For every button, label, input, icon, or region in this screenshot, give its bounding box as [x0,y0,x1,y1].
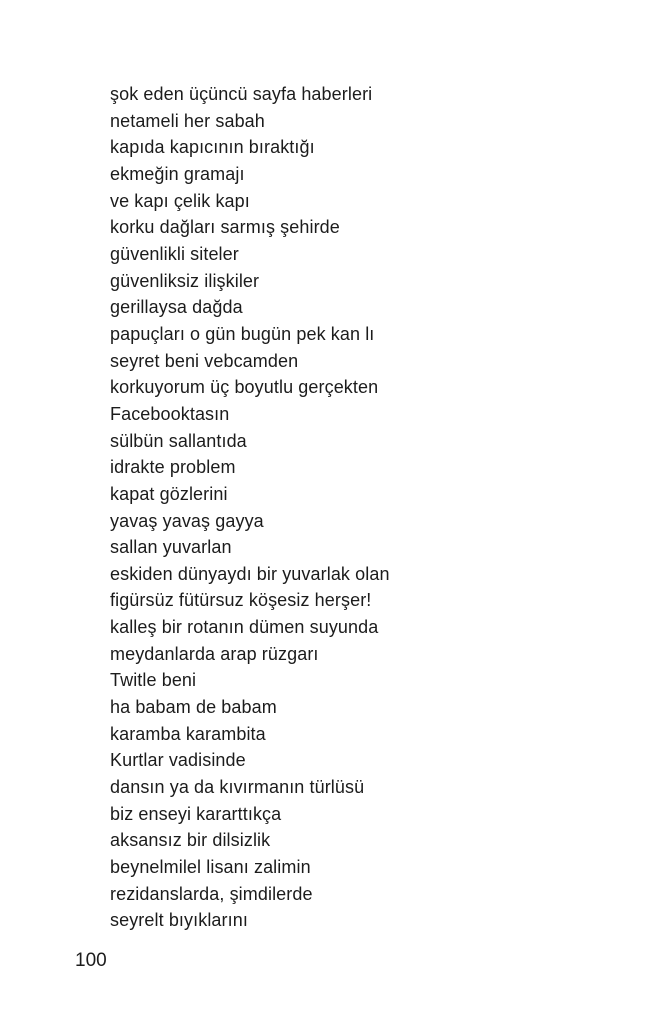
poem-line: korkuyorum üç boyutlu gerçekten [110,377,379,398]
poem-line: idrakte problem [110,457,236,478]
poem-line: kapat gözlerini [110,483,228,504]
poem-line: figürsüz fütürsuz köşesiz herşer! [110,590,372,611]
poem-line: beynelmilel lisanı zalimin [110,857,311,878]
poem-line: meydanlarda arap rüzgarı [110,643,319,664]
poem-line: papuçları o gün bugün pek kan lı [110,323,375,344]
poem-line: gerillaysa dağda [110,297,243,318]
poem-line: ha babam de babam [110,697,277,718]
poem-line: biz enseyi kararttıkça [110,803,282,824]
poem-line: aksansız bir dilsizlik [110,830,271,851]
poem-line: kalleş bir rotanın dümen suyunda [110,617,379,638]
poem-line: ve kapı çelik kapı [110,190,250,211]
poem-line: eskiden dünyaydı bir yuvarlak olan [110,563,390,584]
poem-line: şok eden üçüncü sayfa haberleri [110,84,373,104]
poem-line: seyret beni vebcamden [110,350,299,371]
poem-line: Kurtlar vadisinde [110,750,246,771]
poem-line: dansın ya da kıvırmanın türlüsü [110,777,365,798]
poem-text-block [110,81,590,934]
poem-line: netameli her sabah [110,110,265,131]
poem-line: Twitle beni [110,670,197,691]
poem-line: sülbün sallantıda [110,430,247,451]
poem-line: sallan yuvarlan [110,537,232,558]
poem-line: karamba karambita [110,723,266,744]
poem-line: Facebooktasın [110,403,230,424]
poem-line: kapıda kapıcının bıraktığı [110,137,315,158]
poem-line: güvenliksiz ilişkiler [110,270,260,291]
poem-line: güvenlikli siteler [110,243,239,264]
page-number: 100 [75,950,107,971]
poem-line: ekmeğin gramajı [110,163,245,184]
poem-line: korku dağları sarmış şehirde [110,217,340,238]
poem-line: seyrelt bıyıklarını [110,910,248,931]
poem-line: rezidanslarda, şimdilerde [110,883,313,904]
poem-line: yavaş yavaş gayya [110,510,264,531]
